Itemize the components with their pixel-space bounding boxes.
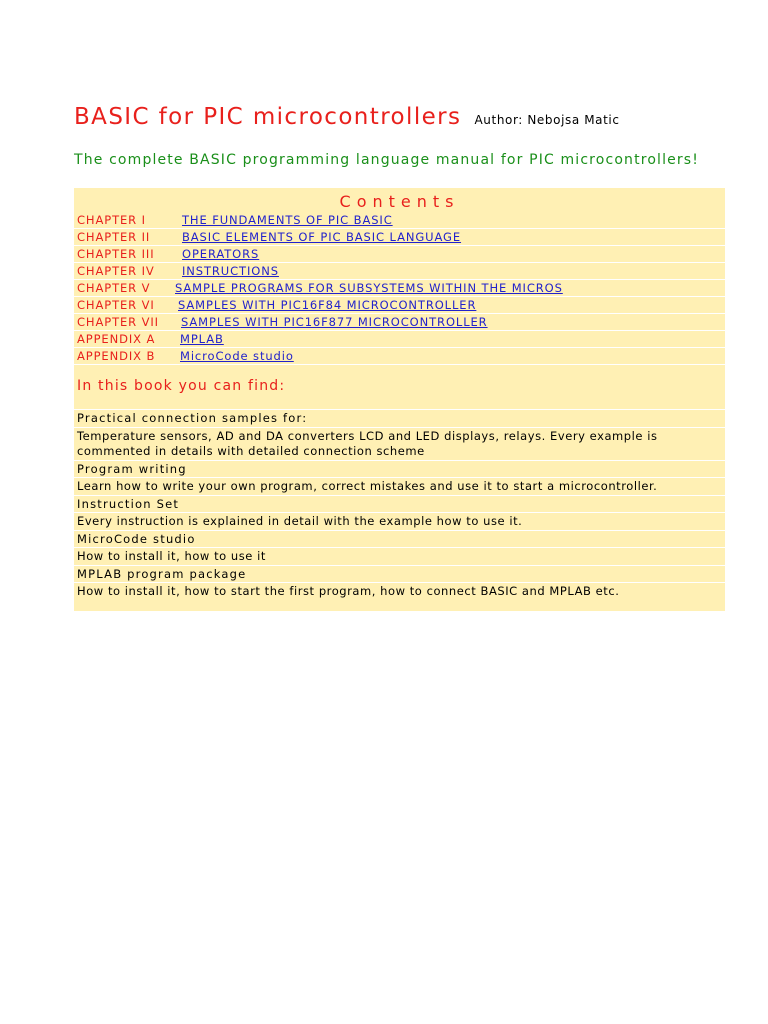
toc-label: CHAPTER I <box>77 213 146 227</box>
toc-link-chapter-2[interactable]: BASIC ELEMENTS OF PIC BASIC LANGUAGE <box>182 230 462 244</box>
author-name: Author: Nebojsa Matic <box>474 113 620 127</box>
toc-label: CHAPTER IV <box>77 264 155 278</box>
feature-description: Temperature sensors, AD and DA converters LCD and LED displays, relays. Every example is commented in details with detailed connection scheme <box>74 427 725 460</box>
feature-description: How to install it, how to use it <box>74 547 725 565</box>
toc-label: CHAPTER VII <box>77 315 159 329</box>
toc-link-chapter-4[interactable]: INSTRUCTIONS <box>182 264 279 278</box>
toc-row <box>74 348 725 365</box>
toc-row <box>74 229 725 246</box>
feature-heading: MicroCode studio <box>74 530 725 548</box>
feature-list <box>74 409 725 600</box>
feature-description: Learn how to write your own program, correct mistakes and use it to start a microcontroller. <box>74 477 725 495</box>
toc-row <box>74 331 725 348</box>
page-subtitle: The complete BASIC programming language manual for PIC microcontrollers! <box>74 152 699 168</box>
toc-label: CHAPTER VI <box>77 298 155 312</box>
feature-heading: Instruction Set <box>74 495 725 513</box>
page-title: BASIC for PIC microcontrollers <box>74 104 462 130</box>
title-row <box>74 104 620 130</box>
toc-row <box>74 212 725 229</box>
toc-row <box>74 280 725 297</box>
toc-link-appendix-a[interactable]: MPLAB <box>180 332 224 346</box>
feature-description: How to install it, how to start the first program, how to connect BASIC and MPLAB etc. <box>74 582 725 600</box>
toc-row <box>74 314 725 331</box>
toc-label: CHAPTER III <box>77 247 155 261</box>
feature-heading: Program writing <box>74 460 725 478</box>
toc-label: APPENDIX A <box>77 332 156 346</box>
contents-heading: Contents <box>339 192 460 211</box>
toc-label: APPENDIX B <box>77 349 156 363</box>
contents-panel <box>74 188 725 611</box>
toc-link-chapter-5[interactable]: SAMPLE PROGRAMS FOR SUBSYSTEMS WITHIN THE MICROS <box>175 281 563 295</box>
feature-description: Every instruction is explained in detail with the example how to use it. <box>74 512 725 530</box>
feature-heading: MPLAB program package <box>74 565 725 583</box>
toc-link-chapter-1[interactable]: THE FUNDAMENTS OF PIC BASIC <box>182 213 393 227</box>
table-of-contents <box>74 212 725 365</box>
toc-label: CHAPTER II <box>77 230 151 244</box>
toc-link-chapter-6[interactable]: SAMPLES WITH PIC16F84 MICROCONTROLLER <box>178 298 477 312</box>
feature-heading: Practical connection samples for: <box>74 409 725 427</box>
toc-link-chapter-7[interactable]: SAMPLES WITH PIC16F877 MICROCONTROLLER <box>181 315 488 329</box>
toc-row <box>74 246 725 263</box>
toc-label: CHAPTER V <box>77 281 151 295</box>
toc-link-appendix-b[interactable]: MicroCode studio <box>180 349 294 363</box>
toc-row <box>74 263 725 280</box>
toc-link-chapter-3[interactable]: OPERATORS <box>182 247 260 261</box>
features-heading: In this book you can find: <box>77 378 286 394</box>
toc-row <box>74 297 725 314</box>
